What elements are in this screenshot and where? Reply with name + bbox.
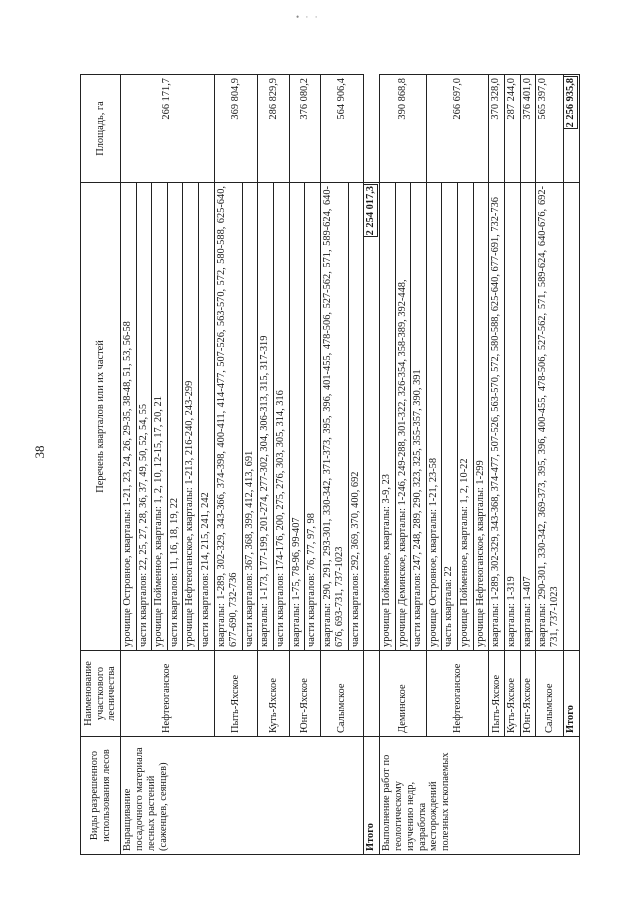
total-label: Итого: [364, 737, 380, 855]
forestry-cell: Пыть-Яхское: [214, 651, 258, 737]
scan-marks: • · ·: [296, 12, 320, 22]
total-area: [564, 75, 580, 183]
area-cell: 565 397,0: [536, 75, 564, 183]
forest-use-table: [80, 74, 580, 855]
page-number: 38: [32, 445, 47, 459]
list-cell: кварталы: 1-75, 78-96, 99-407: [289, 183, 305, 651]
list-cell: кварталы: 290-301, 330-342, 369-373, 395, 396, 400-455, 478-506, 527-562, 571, 589-624, 640-676, 692-731, 737-1023: [536, 183, 564, 651]
area-cell: 390 868,8: [380, 75, 427, 183]
list-cell: кварталы: 1-319: [504, 183, 520, 651]
rotated-page-content: [80, 55, 580, 855]
list-cell: урочище Пойменное, кварталы: 3-9, 23: [380, 183, 396, 651]
forestry-cell: Салымское: [536, 651, 564, 737]
total-area-value: 2 256 935,8: [565, 78, 577, 128]
list-cell: урочище Нефтеюганское, кварталы: 1-299: [473, 183, 489, 651]
list-cell: урочище Островное, кварталы: 1-21, 23, 24, 26, 29-35, 38-48, 51, 53, 56-58: [121, 183, 137, 651]
list-cell: кварталы: 290, 291, 293-301, 330-342, 371-373, 395, 396, 401-455, 478-506, 527-562, 571, 589-624, 640-676, 693-731, 737-1023: [320, 183, 348, 651]
area-cell: 564 906,4: [320, 75, 364, 183]
list-cell: кварталы: 1-289, 302-329, 343-366, 374-398, 400-411, 414-477, 507-526, 563-570, 572, 580-588, 625-640, 677-690, 732-736: [214, 183, 242, 651]
total-empty: [364, 651, 380, 737]
total-row: [364, 75, 380, 855]
list-cell: части кварталов: 22, 25, 27, 28, 36, 37, 49, 50, 52, 54, 55: [136, 183, 152, 651]
header-forestry: Наименование участкового лесничества: [81, 651, 121, 737]
header-area: Площадь, га: [81, 75, 121, 183]
total-empty: [564, 183, 580, 651]
area-cell: 376 401,0: [520, 75, 536, 183]
list-cell: урочище Деминское, кварталы: 1-246, 249-288, 301-322, 326-354, 358-389, 392-448,: [395, 183, 411, 651]
table-row: [380, 75, 396, 855]
list-cell: части кварталов: 11, 16, 18, 19, 22: [167, 183, 183, 651]
forestry-cell: Юнг-Яхское: [520, 651, 536, 737]
list-cell: урочище Пойменное, кварталы: 1, 2, 10-22: [458, 183, 474, 651]
list-cell: кварталы: 1-289, 302-329, 343-368, 374-477, 507-526, 563-570, 572, 580-588, 625-640, 677-691, 732-736: [489, 183, 505, 651]
forestry-cell: Нефтеюганское: [121, 651, 215, 737]
area-cell: 376 080,2: [289, 75, 320, 183]
area-cell: 286 829,9: [258, 75, 289, 183]
forestry-cell: Деминское: [380, 651, 427, 737]
area-cell: 266 171,7: [121, 75, 215, 183]
list-cell: урочище Островное, кварталы: 1-21, 23-58: [426, 183, 442, 651]
total-label: Итого: [564, 651, 580, 737]
forestry-cell: Юнг-Яхское: [289, 651, 320, 737]
list-cell: урочище Нефтеюганское, кварталы: 1-213, 216-240, 243-299: [183, 183, 199, 651]
list-cell: части кварталов: 76, 77, 97, 98: [305, 183, 321, 651]
list-cell: части кварталов: 174-176, 200, 275, 276, 303, 305, 314, 316: [273, 183, 289, 651]
forestry-cell: Куть-Яхское: [504, 651, 520, 737]
table-header-row: [81, 75, 121, 855]
list-cell: части кварталов: 247, 248, 289, 290, 323, 325, 355-357, 390, 391: [411, 183, 427, 651]
list-cell: кварталы: 1-407: [520, 183, 536, 651]
list-cell: кварталы: 1-173, 177-199, 201-274, 277-302, 304, 306-313, 315, 317-319: [258, 183, 274, 651]
header-list: Перечень кварталов или их частей: [81, 183, 121, 651]
list-cell: части кварталов: 214, 215, 241, 242: [199, 183, 215, 651]
list-cell: части кварталов: 292, 369, 370, 400, 692: [348, 183, 364, 651]
area-cell: 287 244,0: [504, 75, 520, 183]
area-cell: 266 697,0: [426, 75, 488, 183]
area-cell: 369 804,9: [214, 75, 258, 183]
total-area-value: 2 254 017,3: [365, 186, 377, 236]
list-cell: части кварталов: 367, 368, 399, 412, 413, 691: [242, 183, 258, 651]
area-cell: 370 328,0: [489, 75, 505, 183]
kind-cell: Выращивание посадочного материала лесных растений (саженцев, сеянцев): [121, 737, 364, 855]
list-cell: часть квартала: 22: [442, 183, 458, 651]
list-cell: урочище Пойменное, кварталы: 1, 2, 10, 12-15, 17, 20, 21: [152, 183, 168, 651]
forestry-cell: Нефтеюганское: [426, 651, 488, 737]
kind-cell: Выполнение работ по геологическому изучению недр, разработка месторождений полезных ископаемых: [380, 737, 580, 855]
forestry-cell: Пыть-Яхское: [489, 651, 505, 737]
total-area: [364, 183, 380, 651]
table-row: [121, 75, 137, 855]
forestry-cell: Куть-Яхское: [258, 651, 289, 737]
forestry-cell: Салымское: [320, 651, 364, 737]
header-kind: Виды разрешенного использования лесов: [81, 737, 121, 855]
